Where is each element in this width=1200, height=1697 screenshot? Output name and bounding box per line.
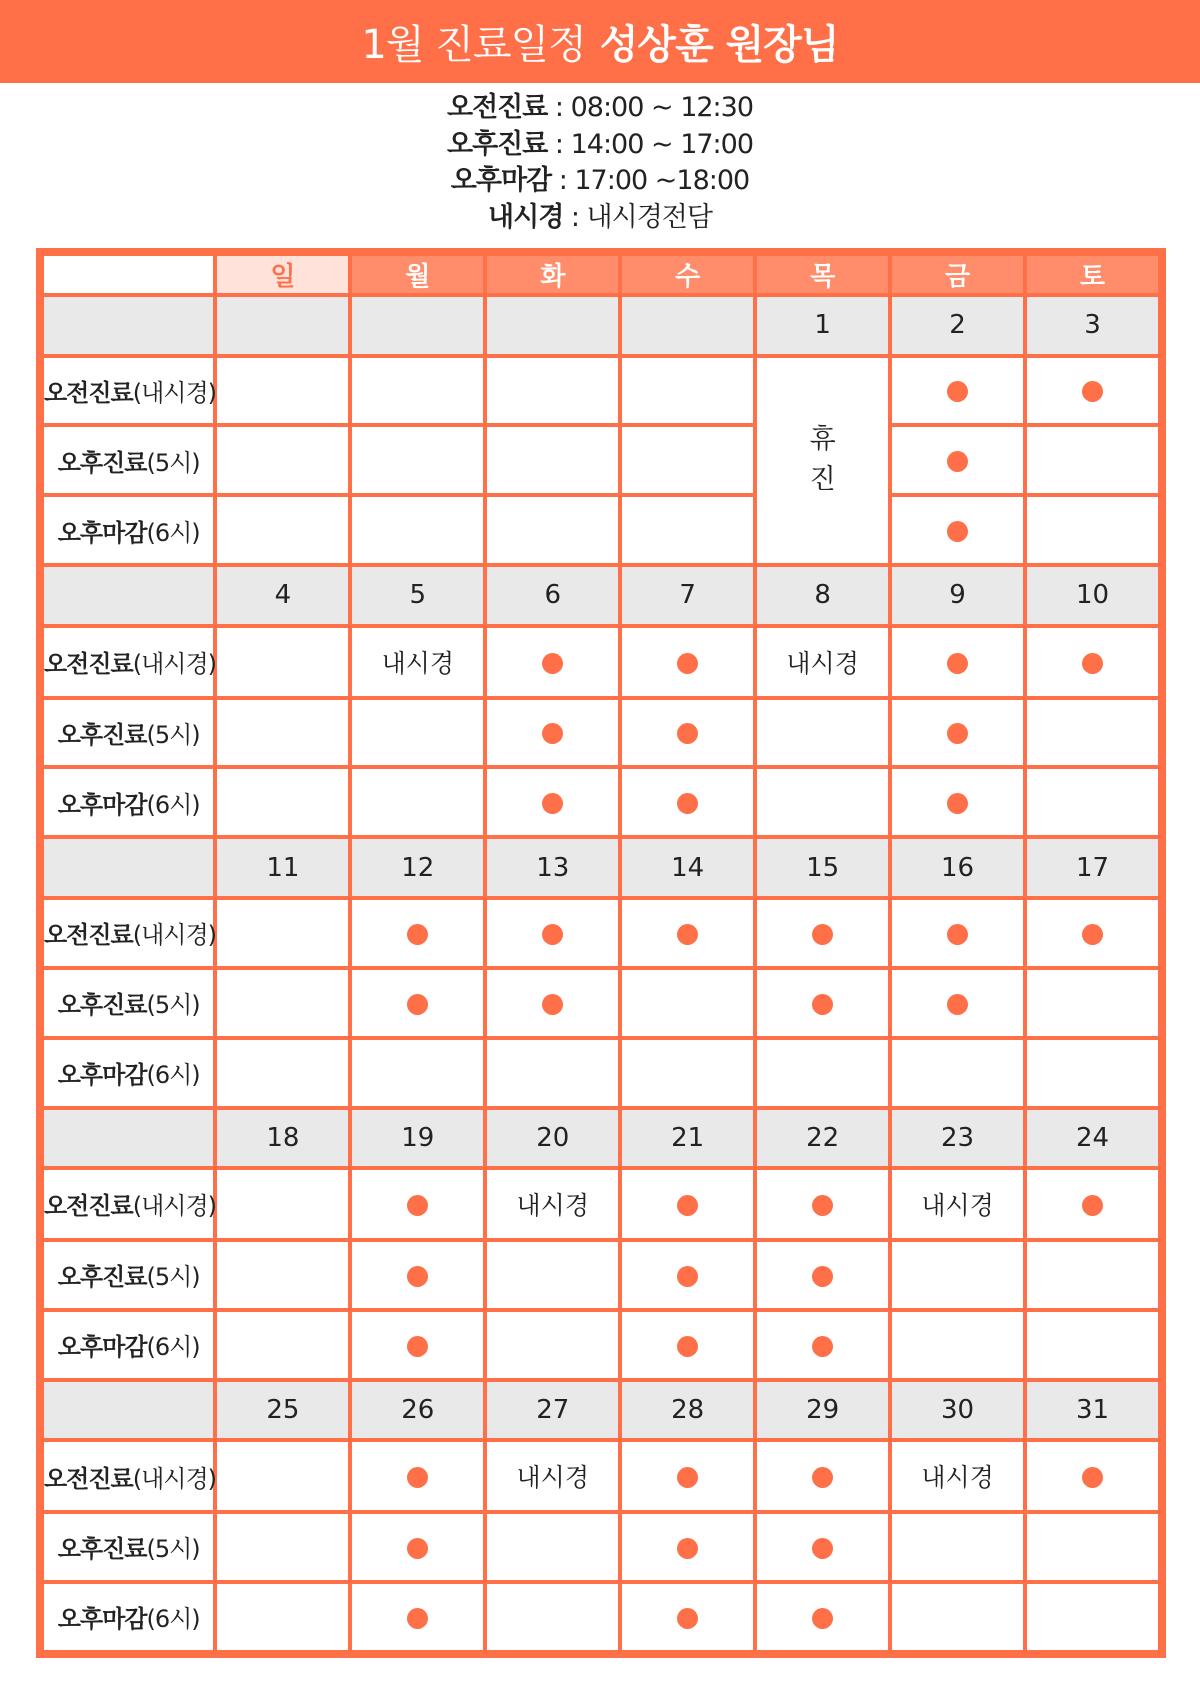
schedule-cell [892,497,1023,563]
clinic-open-dot [407,924,428,945]
schedule-cell [1027,700,1158,766]
schedule-row-afternoon [44,970,1158,1036]
title-banner [0,0,1200,83]
date-row-label-cell [44,297,213,354]
clinic-open-dot [407,1467,428,1488]
endoscopy-label: 내시경 [786,648,859,678]
hours-value: : 14:00 ~ 17:00 [547,128,753,160]
schedule-cell [217,700,348,766]
row-label [44,1442,217,1510]
schedule-cell [892,769,1023,835]
clinic-open-dot [677,1467,698,1488]
date-cell [217,297,348,354]
clinic-open-dot [542,723,563,744]
clinic-open-dot [947,793,968,814]
schedule-cell [622,1584,753,1650]
closed-label-char: 휴 [809,424,836,456]
schedule-cell [622,1312,753,1378]
schedule-cell [487,427,618,493]
row-label [44,1040,213,1106]
schedule-cell [892,1584,1023,1650]
row-label-sub: (6시) [146,1061,200,1090]
schedule-cell [1027,358,1158,424]
schedule-cell [487,1170,618,1238]
schedule-cell [757,700,888,766]
hours-value: : 08:00 ~ 12:30 [547,92,753,123]
row-label-main: 오전진료 [44,921,133,950]
weekday-header-wed: 수 [622,256,753,293]
schedule-cell [892,1514,1023,1580]
schedule-cell [892,970,1023,1036]
schedule-cell [1027,1312,1158,1378]
schedule-row-afternoon [44,1514,1158,1580]
date-row [44,1110,1158,1167]
schedule-cell [352,970,483,1036]
schedule-cell [487,1584,618,1650]
schedule-row-afternoon [44,1242,1158,1308]
hours-value: : 내시경전담 [563,201,712,233]
schedule-row-morning [44,1442,1158,1510]
row-label-sub: (6시) [146,518,200,547]
date-cell: 7 [622,567,753,624]
date-cell [487,297,618,354]
schedule-cell [217,769,348,835]
row-label-main: 오후마감 [57,1333,147,1362]
date-cell: 26 [352,1382,483,1439]
row-label-main: 오전진료 [44,1464,133,1493]
weekday-header-sun: 일 [217,256,348,293]
schedule-row-late [44,1040,1158,1106]
row-label [44,1584,213,1650]
schedule-cell [217,1442,348,1510]
schedule-cell [352,358,483,424]
weekday-header-mon: 월 [352,256,483,293]
clinic-open-dot [947,723,968,744]
schedule-row-late [44,1312,1158,1378]
date-cell [622,297,753,354]
row-label-main: 오후진료 [57,1263,147,1292]
schedule-cell [622,1514,753,1580]
endoscopy-label: 내시경 [921,1190,994,1220]
clinic-open-dot [812,1195,833,1216]
date-cell: 12 [352,839,483,896]
date-cell: 6 [487,567,618,624]
clinic-open-dot [812,1266,833,1287]
schedule-cell [757,1242,888,1308]
row-label-sub: (6시) [146,1333,200,1362]
schedule-row-late [44,497,1158,563]
schedule-cell [352,769,483,835]
schedule-cell [757,970,888,1036]
row-label [44,1514,213,1580]
date-cell: 4 [217,567,348,624]
schedule-cell [487,900,618,966]
schedule-cell [487,1514,618,1580]
clinic-open-dot [812,1538,833,1559]
row-label [44,700,213,766]
weekday-header-fri: 금 [892,256,1023,293]
date-row-label-cell [44,567,213,624]
date-cell: 5 [352,567,483,624]
date-cell [352,297,483,354]
weekday-header-row [44,256,1158,293]
schedule-cell [217,427,348,493]
schedule-cell [892,900,1023,966]
schedule-cell [622,700,753,766]
row-label [44,1170,217,1238]
weekday-header-tue: 화 [487,256,618,293]
clinic-open-dot [677,1195,698,1216]
schedule-cell [1027,769,1158,835]
schedule-cell [892,1040,1023,1106]
row-label-main: 오후진료 [57,720,147,749]
row-label [44,970,213,1036]
schedule-cell [892,1170,1023,1238]
clinic-open-dot [1082,381,1103,402]
row-label-sub: (6시) [146,1605,200,1634]
clinic-open-dot [677,1266,698,1287]
date-cell: 17 [1027,839,1158,896]
row-label [44,427,213,493]
schedule-cell [217,1312,348,1378]
schedule-cell [757,900,888,966]
hours-label: 오후진료 [447,128,548,160]
row-label-main: 오후마감 [57,1605,147,1634]
schedule-cell [1027,970,1158,1036]
schedule-cell [217,628,348,696]
schedule-cell [352,497,483,563]
schedule-cell [622,358,753,424]
schedule-cell [217,1514,348,1580]
row-label-main: 오후진료 [57,448,147,477]
schedule-cell [1027,1584,1158,1650]
row-label [44,769,213,835]
schedule-cell [1027,628,1158,696]
schedule-body [44,297,1158,1650]
date-cell: 27 [487,1382,618,1439]
schedule-cell [352,1040,483,1106]
schedule-cell [487,497,618,563]
clinic-open-dot [947,994,968,1015]
hours-line-late [451,163,749,200]
schedule-cell [622,427,753,493]
schedule-cell [757,1312,888,1378]
schedule-cell [487,358,618,424]
clinic-open-dot [947,924,968,945]
schedule-cell [487,1242,618,1308]
schedule-cell [757,1514,888,1580]
endoscopy-label: 내시경 [516,1190,589,1220]
schedule-cell [757,1170,888,1238]
schedule-cell [487,970,618,1036]
row-label-sub: (5시) [146,720,200,749]
row-label-main: 오후마감 [57,790,147,819]
header-corner-cell [44,256,213,293]
clinic-open-dot [542,793,563,814]
schedule-row-afternoon [44,700,1158,766]
schedule-cell [622,900,753,966]
schedule-row-afternoon [44,427,1158,493]
clinic-open-dot [947,381,968,402]
clinic-open-dot [407,1336,428,1357]
clinic-open-dot [407,994,428,1015]
schedule-cell [892,628,1023,696]
schedule-cell [622,970,753,1036]
date-cell: 18 [217,1110,348,1167]
row-label-sub: (5시) [146,1535,200,1564]
schedule-cell [757,1040,888,1106]
hours-label: 오전진료 [447,92,548,123]
clinic-open-dot [947,451,968,472]
row-label-sub: (내시경) [132,650,217,679]
clinic-open-dot [1082,924,1103,945]
schedule-cell [217,1584,348,1650]
row-label-main: 오후마감 [57,518,147,547]
clinic-open-dot [947,653,968,674]
date-row [44,839,1158,896]
clinic-open-dot [812,1467,833,1488]
schedule-cell [622,1040,753,1106]
schedule-cell [892,1312,1023,1378]
row-label-sub: (내시경) [132,921,217,950]
schedule-cell [757,1584,888,1650]
date-cell: 20 [487,1110,618,1167]
row-label [44,628,217,696]
clinic-open-dot [677,924,698,945]
date-cell: 31 [1027,1382,1158,1439]
schedule-cell [1027,1514,1158,1580]
schedule-cell [892,700,1023,766]
schedule-cell [487,769,618,835]
date-row-label-cell [44,1110,213,1167]
clinic-open-dot [1082,1467,1103,1488]
hours-line-am [447,90,753,127]
row-label [44,1312,213,1378]
date-cell: 14 [622,839,753,896]
date-cell: 9 [892,567,1023,624]
row-label-sub: (내시경) [132,378,217,407]
row-label-main: 오후마감 [57,1061,147,1090]
row-label-main: 오후진료 [57,1535,147,1564]
clinic-open-dot [677,653,698,674]
row-label-sub: (5시) [146,991,200,1020]
row-label-main: 오전진료 [44,378,133,407]
schedule-row-late [44,1584,1158,1650]
schedule-table-frame [36,248,1166,1658]
date-cell: 15 [757,839,888,896]
date-row [44,567,1158,624]
hours-info [0,90,1200,236]
row-label [44,358,217,424]
date-cell: 23 [892,1110,1023,1167]
date-cell: 29 [757,1382,888,1439]
schedule-cell [892,427,1023,493]
schedule-cell [352,427,483,493]
weekday-header-sat: 토 [1027,256,1158,293]
row-label-sub: (6시) [146,790,200,819]
schedule-cell [622,1442,753,1510]
hours-label: 내시경 [488,201,564,233]
schedule-cell [1027,1442,1158,1510]
clinic-open-dot [812,1336,833,1357]
date-cell: 13 [487,839,618,896]
schedule-cell [217,1040,348,1106]
date-row [44,1382,1158,1439]
closed-label-char: 진 [809,464,836,496]
row-label-main: 오전진료 [44,1192,133,1221]
clinic-open-dot [407,1538,428,1559]
clinic-open-dot [677,1336,698,1357]
schedule-cell [217,900,348,966]
clinic-open-dot [542,653,563,674]
clinic-open-dot [677,1538,698,1559]
clinic-open-dot [947,521,968,542]
row-label-main: 오후진료 [57,991,147,1020]
schedule-table [40,252,1162,1654]
clinic-open-dot [812,1608,833,1629]
clinic-open-dot [407,1195,428,1216]
schedule-cell [892,1242,1023,1308]
schedule-cell [622,1170,753,1238]
hours-value: : 17:00 ~18:00 [551,165,750,196]
date-cell: 2 [892,297,1023,354]
date-cell: 1 [757,297,888,354]
clinic-open-dot [542,924,563,945]
schedule-row-morning [44,358,1158,424]
endoscopy-label: 내시경 [921,1463,994,1493]
schedule-row-morning [44,628,1158,696]
schedule-cell [217,1242,348,1308]
schedule-cell [622,769,753,835]
date-cell: 3 [1027,297,1158,354]
row-label-main: 오전진료 [44,650,133,679]
date-cell: 22 [757,1110,888,1167]
date-row-label-cell [44,1382,213,1439]
schedule-row-late [44,769,1158,835]
schedule-cell [1027,900,1158,966]
clinic-open-dot [1082,653,1103,674]
clinic-open-dot [812,994,833,1015]
weekday-header-thu: 목 [757,256,888,293]
title-doctor: 성상훈 원장님 [599,22,839,68]
clinic-open-dot [1082,1195,1103,1216]
schedule-cell [352,700,483,766]
date-cell: 28 [622,1382,753,1439]
schedule-cell [622,1242,753,1308]
date-cell: 19 [352,1110,483,1167]
closed-cell [757,358,888,564]
clinic-open-dot [812,924,833,945]
schedule-cell [757,1442,888,1510]
hours-line-pm [447,127,753,164]
schedule-cell [1027,497,1158,563]
schedule-cell [1027,1242,1158,1308]
row-label [44,497,213,563]
clinic-open-dot [677,1608,698,1629]
schedule-row-morning [44,1170,1158,1238]
schedule-cell [1027,1170,1158,1238]
schedule-cell [622,497,753,563]
schedule-cell [352,1242,483,1308]
schedule-cell [352,1514,483,1580]
schedule-cell [217,970,348,1036]
row-label-sub: (5시) [146,1263,200,1292]
row-label [44,900,217,966]
schedule-cell [757,628,888,696]
schedule-cell [352,628,483,696]
schedule-cell [352,1170,483,1238]
date-cell: 10 [1027,567,1158,624]
schedule-cell [217,497,348,563]
schedule-row-morning [44,900,1158,966]
row-label [44,1242,213,1308]
schedule-cell [352,1584,483,1650]
endoscopy-label: 내시경 [516,1463,589,1493]
schedule-cell [892,358,1023,424]
schedule-cell [1027,427,1158,493]
date-cell: 30 [892,1382,1023,1439]
date-cell: 16 [892,839,1023,896]
date-row [44,297,1158,354]
schedule-cell [1027,1040,1158,1106]
schedule-cell [487,1442,618,1510]
clinic-open-dot [677,723,698,744]
schedule-cell [352,1312,483,1378]
schedule-cell [217,358,348,424]
date-cell: 21 [622,1110,753,1167]
schedule-cell [487,1312,618,1378]
schedule-cell [352,1442,483,1510]
schedule-cell [487,1040,618,1106]
schedule-cell [487,700,618,766]
row-label-sub: (내시경) [132,1192,217,1221]
schedule-cell [757,769,888,835]
title-month: 1월 진료일정 [361,22,586,68]
endoscopy-label: 내시경 [381,648,455,678]
clinic-open-dot [542,994,563,1015]
date-cell: 8 [757,567,888,624]
schedule-cell [352,900,483,966]
schedule-cell [622,628,753,696]
row-label-sub: (내시경) [132,1464,217,1493]
date-cell: 25 [217,1382,348,1439]
hours-label: 오후마감 [450,165,552,196]
clinic-open-dot [407,1608,428,1629]
date-cell: 24 [1027,1110,1158,1167]
schedule-cell [487,628,618,696]
schedule-cell [892,1442,1023,1510]
hours-line-endoscopy [488,200,712,237]
schedule-cell [217,1170,348,1238]
date-cell: 11 [217,839,348,896]
clinic-open-dot [407,1266,428,1287]
row-label-sub: (5시) [146,448,200,477]
clinic-open-dot [677,793,698,814]
date-row-label-cell [44,839,213,896]
